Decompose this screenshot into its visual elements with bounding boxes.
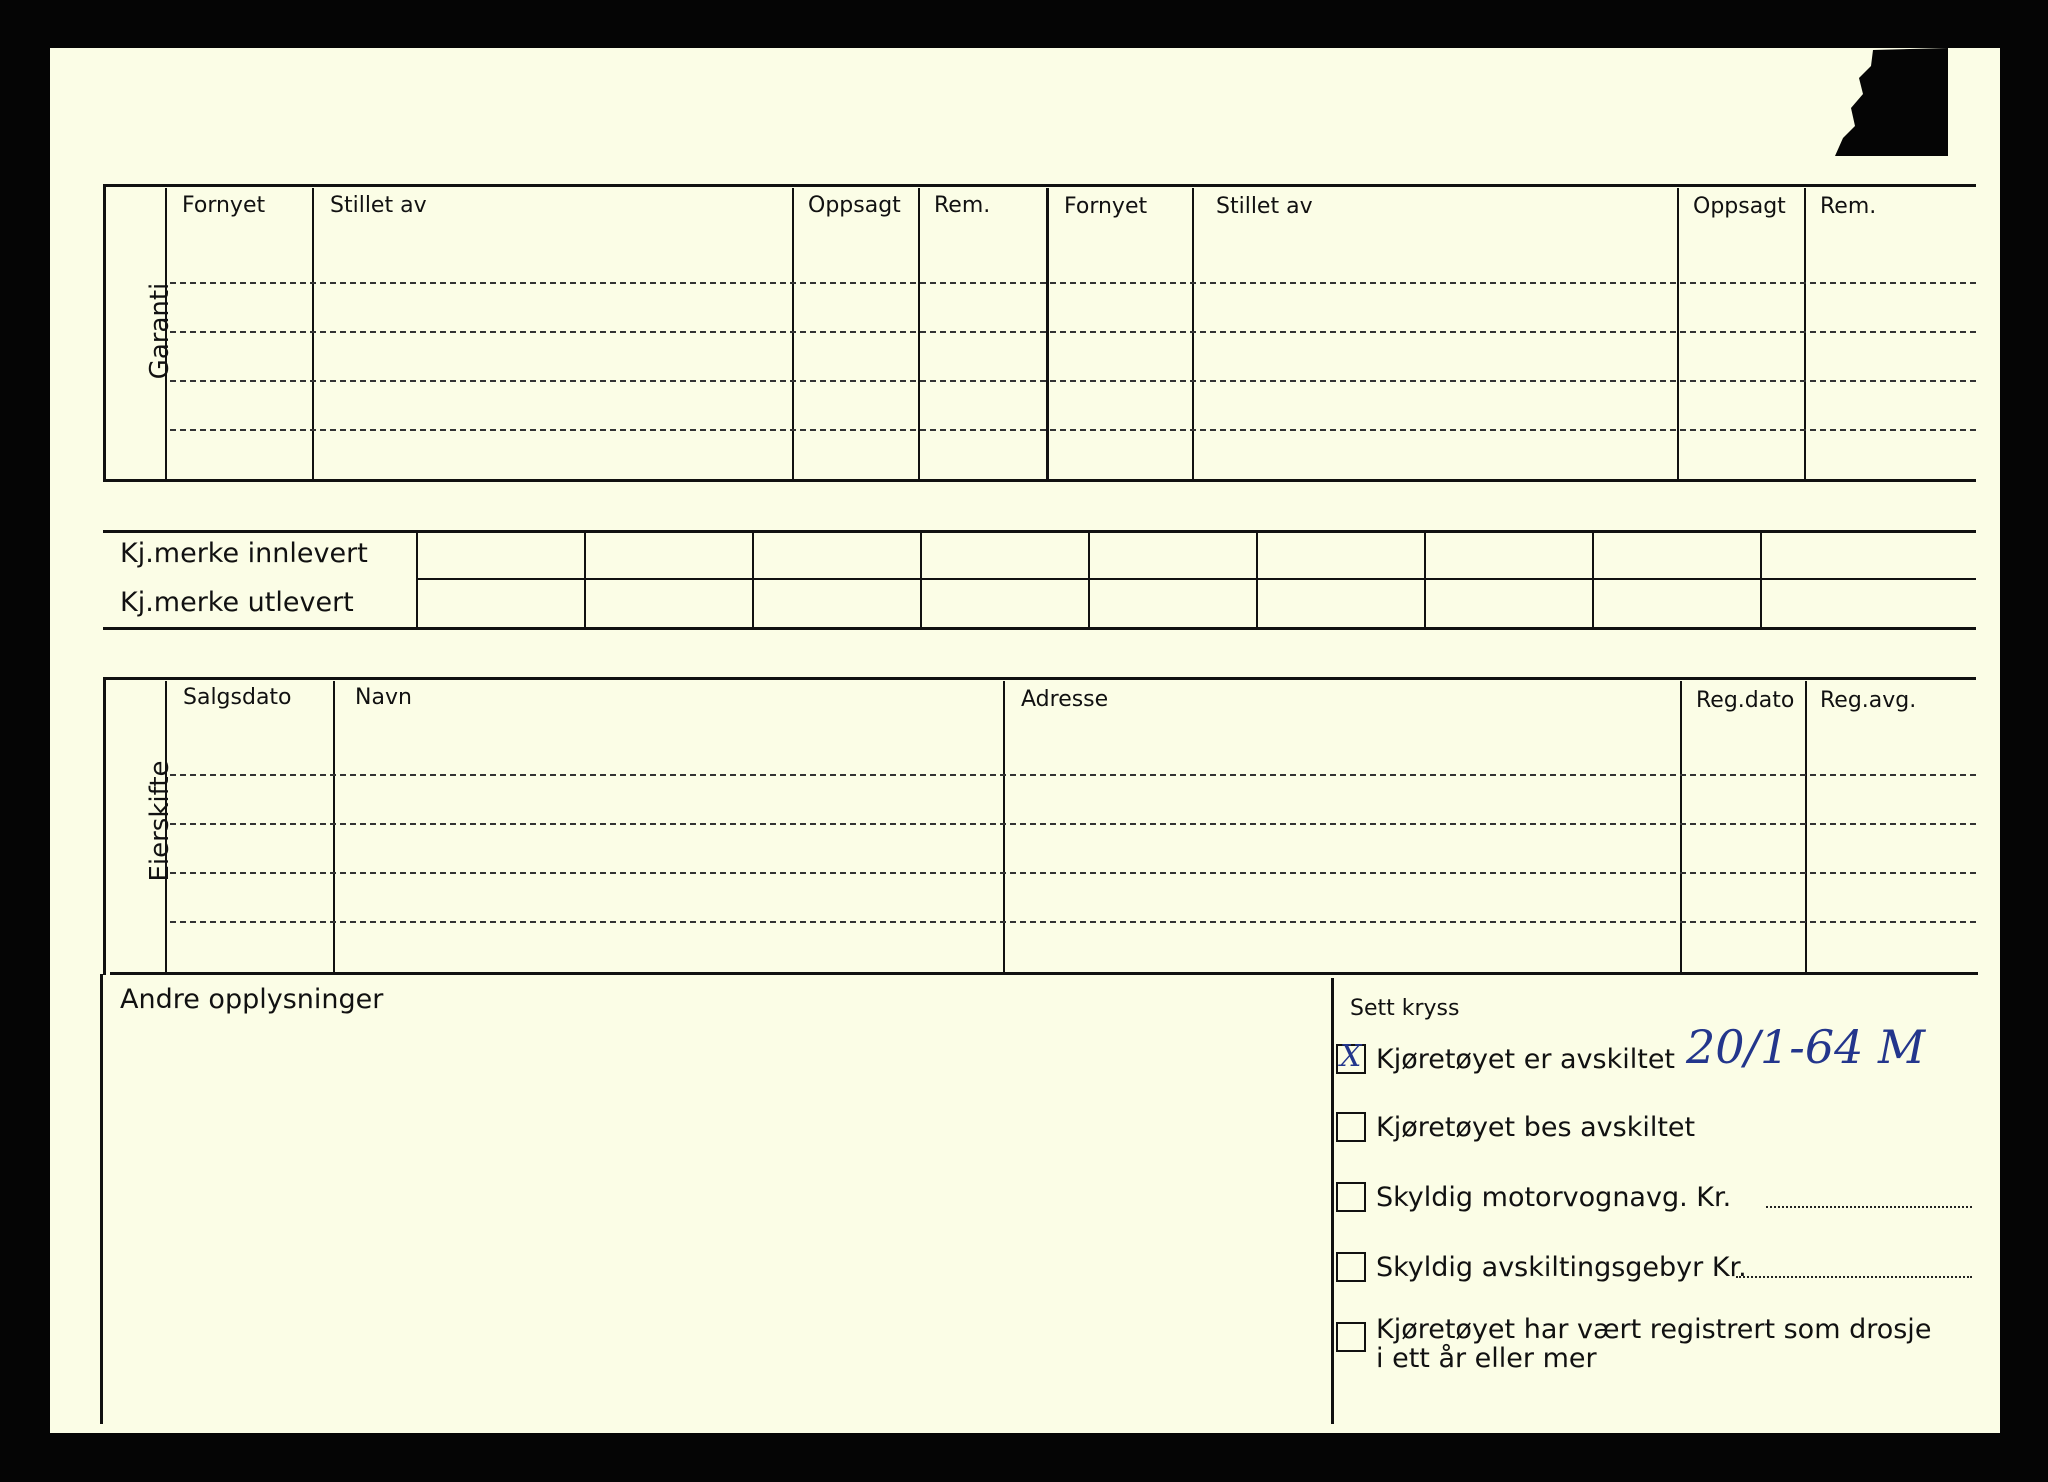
eierskifte-header-navn: Navn [355, 685, 412, 710]
kjmerke-innlevert-label: Kj.merke innlevert [120, 538, 368, 569]
handwritten-date-note: 20/1-64 M [1686, 1020, 1926, 1074]
option-avskiltingsgebyr-label: Skyldig avskiltingsgebyr Kr. [1376, 1252, 1747, 1283]
registration-card [50, 48, 2000, 1433]
eierskifte-side-label: Eierskifte [145, 760, 175, 882]
kjmerke-utlevert-label: Kj.merke utlevert [120, 587, 354, 618]
eierskifte-header-salgsdato: Salgsdato [183, 685, 292, 710]
sett-kryss-title: Sett kryss [1350, 996, 1460, 1021]
garanti-header-oppsagt-left: Oppsagt [808, 193, 901, 218]
garanti-header-stillet-av-right: Stillet av [1216, 194, 1313, 219]
eierskifte-header-reg-avg: Reg.avg. [1820, 688, 1917, 713]
checkbox-bes-avskiltet[interactable] [1336, 1112, 1366, 1142]
option-motorvognavg-label: Skyldig motorvognavg. Kr. [1376, 1182, 1732, 1213]
garanti-header-fornyet-right: Fornyet [1064, 194, 1148, 219]
garanti-side-label: Garanti [145, 282, 175, 380]
garanti-header-oppsagt-right: Oppsagt [1693, 194, 1786, 219]
option-drosje-label-line1: Kjøretøyet har vært registrert som drosje [1376, 1314, 1932, 1345]
checkbox-avskiltingsgebyr[interactable] [1336, 1252, 1366, 1282]
garanti-header-rem-right: Rem. [1820, 194, 1877, 219]
garanti-header-fornyet-left: Fornyet [182, 193, 266, 218]
andre-opplysninger-label: Andre opplysninger [120, 984, 384, 1015]
option-avskiltet-label: Kjøretøyet er avskiltet [1376, 1044, 1676, 1075]
garanti-header-rem-left: Rem. [934, 193, 991, 218]
garanti-header-stillet-av-left: Stillet av [330, 193, 427, 218]
option-bes-avskiltet-label: Kjøretøyet bes avskiltet [1376, 1112, 1696, 1143]
option-drosje-label-line2: i ett år eller mer [1376, 1343, 1597, 1374]
checkbox-drosje[interactable] [1336, 1322, 1366, 1352]
eierskifte-header-reg-dato: Reg.dato [1696, 688, 1795, 713]
torn-corner-shape [1833, 48, 1948, 158]
checkbox-motorvognavg[interactable] [1336, 1182, 1366, 1212]
eierskifte-header-adresse: Adresse [1021, 687, 1109, 712]
check-mark-x: X [1340, 1039, 1362, 1074]
